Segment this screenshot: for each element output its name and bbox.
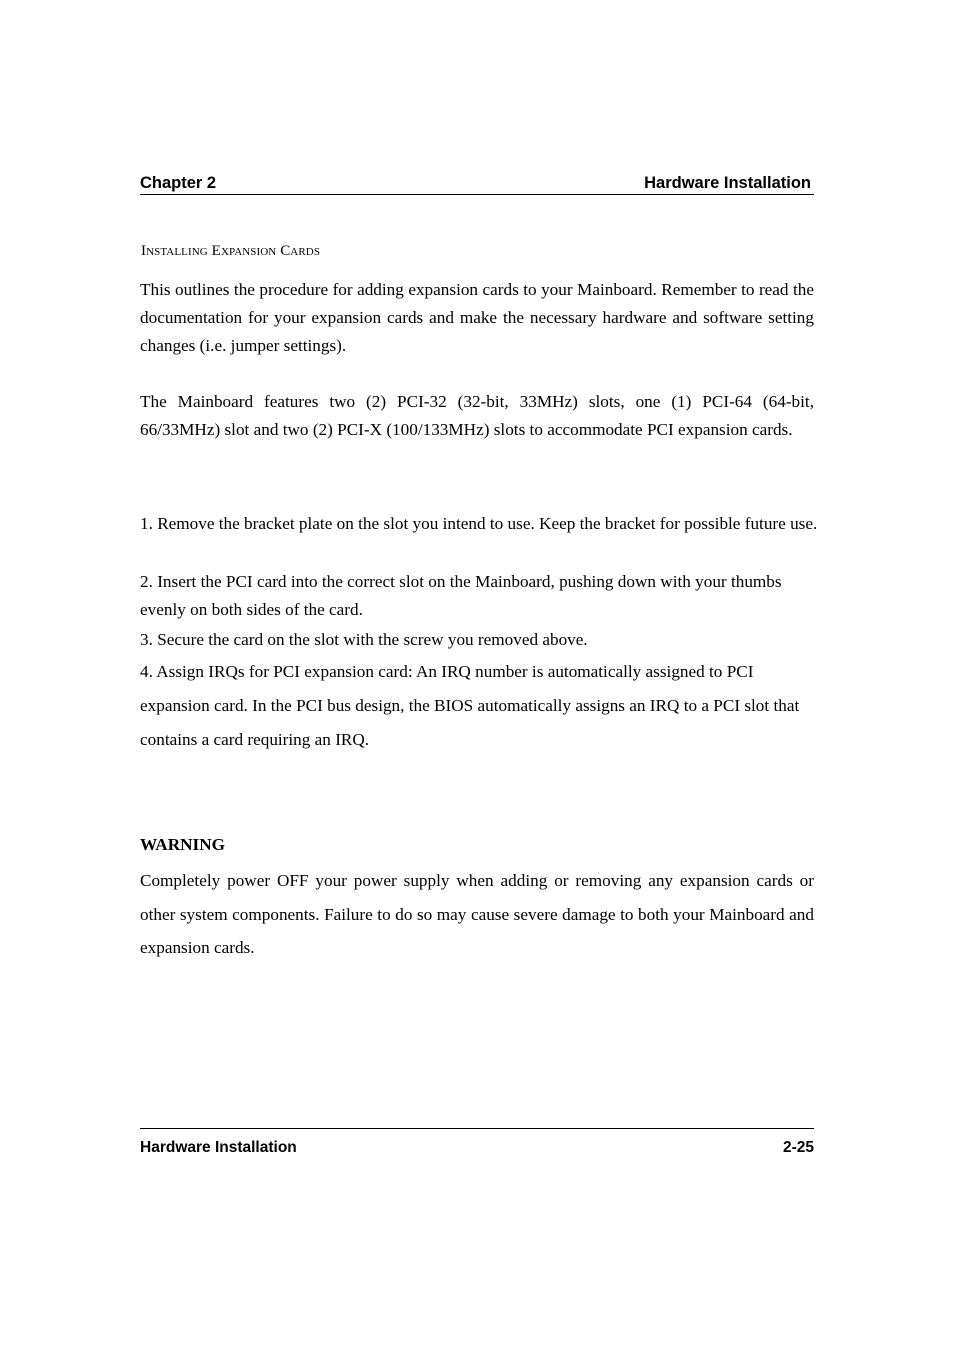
step-item: 2. Insert the PCI card into the correct slot on the Mainboard, pushing down with your thumbs evenly on both sides of the card. [140, 572, 782, 619]
page-footer [140, 1137, 814, 1159]
page-header [140, 172, 814, 195]
step-item: 3. Secure the card on the slot with the screw you removed above. [140, 630, 588, 649]
step-item: 4. Assign IRQs for PCI expansion card: An IRQ number is automatically assigned to PCI expansion card. In the PCI bus design, the BIOS automatically assigns an IRQ to a PCI slot that contains a card requiring an IRQ. [140, 662, 800, 749]
slots-paragraph: The Mainboard features two (2) PCI-32 (32-bit, 33MHz) slots, one (1) PCI-64 (64-bit, 66/33MHz) slot and two (2) PCI-X (100/133MHz) slots to accommodate PCI expansion cards. [140, 392, 814, 439]
intro-paragraph: This outlines the procedure for adding expansion cards to your Mainboard. Remember to read the documentation for your expansion cards and make the necessary hardware and software setting changes (i.e. jumper settings). [140, 280, 814, 355]
header-section: Hardware Installation [644, 174, 811, 192]
warning-text: Completely power OFF your power supply when adding or removing any expansion cards or other system components. Failure to do so may cause severe damage to both your Mainboard and expansion cards. [140, 871, 814, 957]
warning-title: WARNING [140, 835, 225, 854]
footer-title: Hardware Installation [140, 1139, 297, 1156]
footer-divider [140, 1128, 814, 1129]
step-item: 1. Remove the bracket plate on the slot you intend to use. Keep the bracket for possible future use. [140, 514, 818, 533]
page-number: 2-25 [782, 1139, 814, 1156]
header-chapter: Chapter 2 [140, 174, 217, 192]
section-title: Installing Expansion Cards [141, 243, 321, 259]
